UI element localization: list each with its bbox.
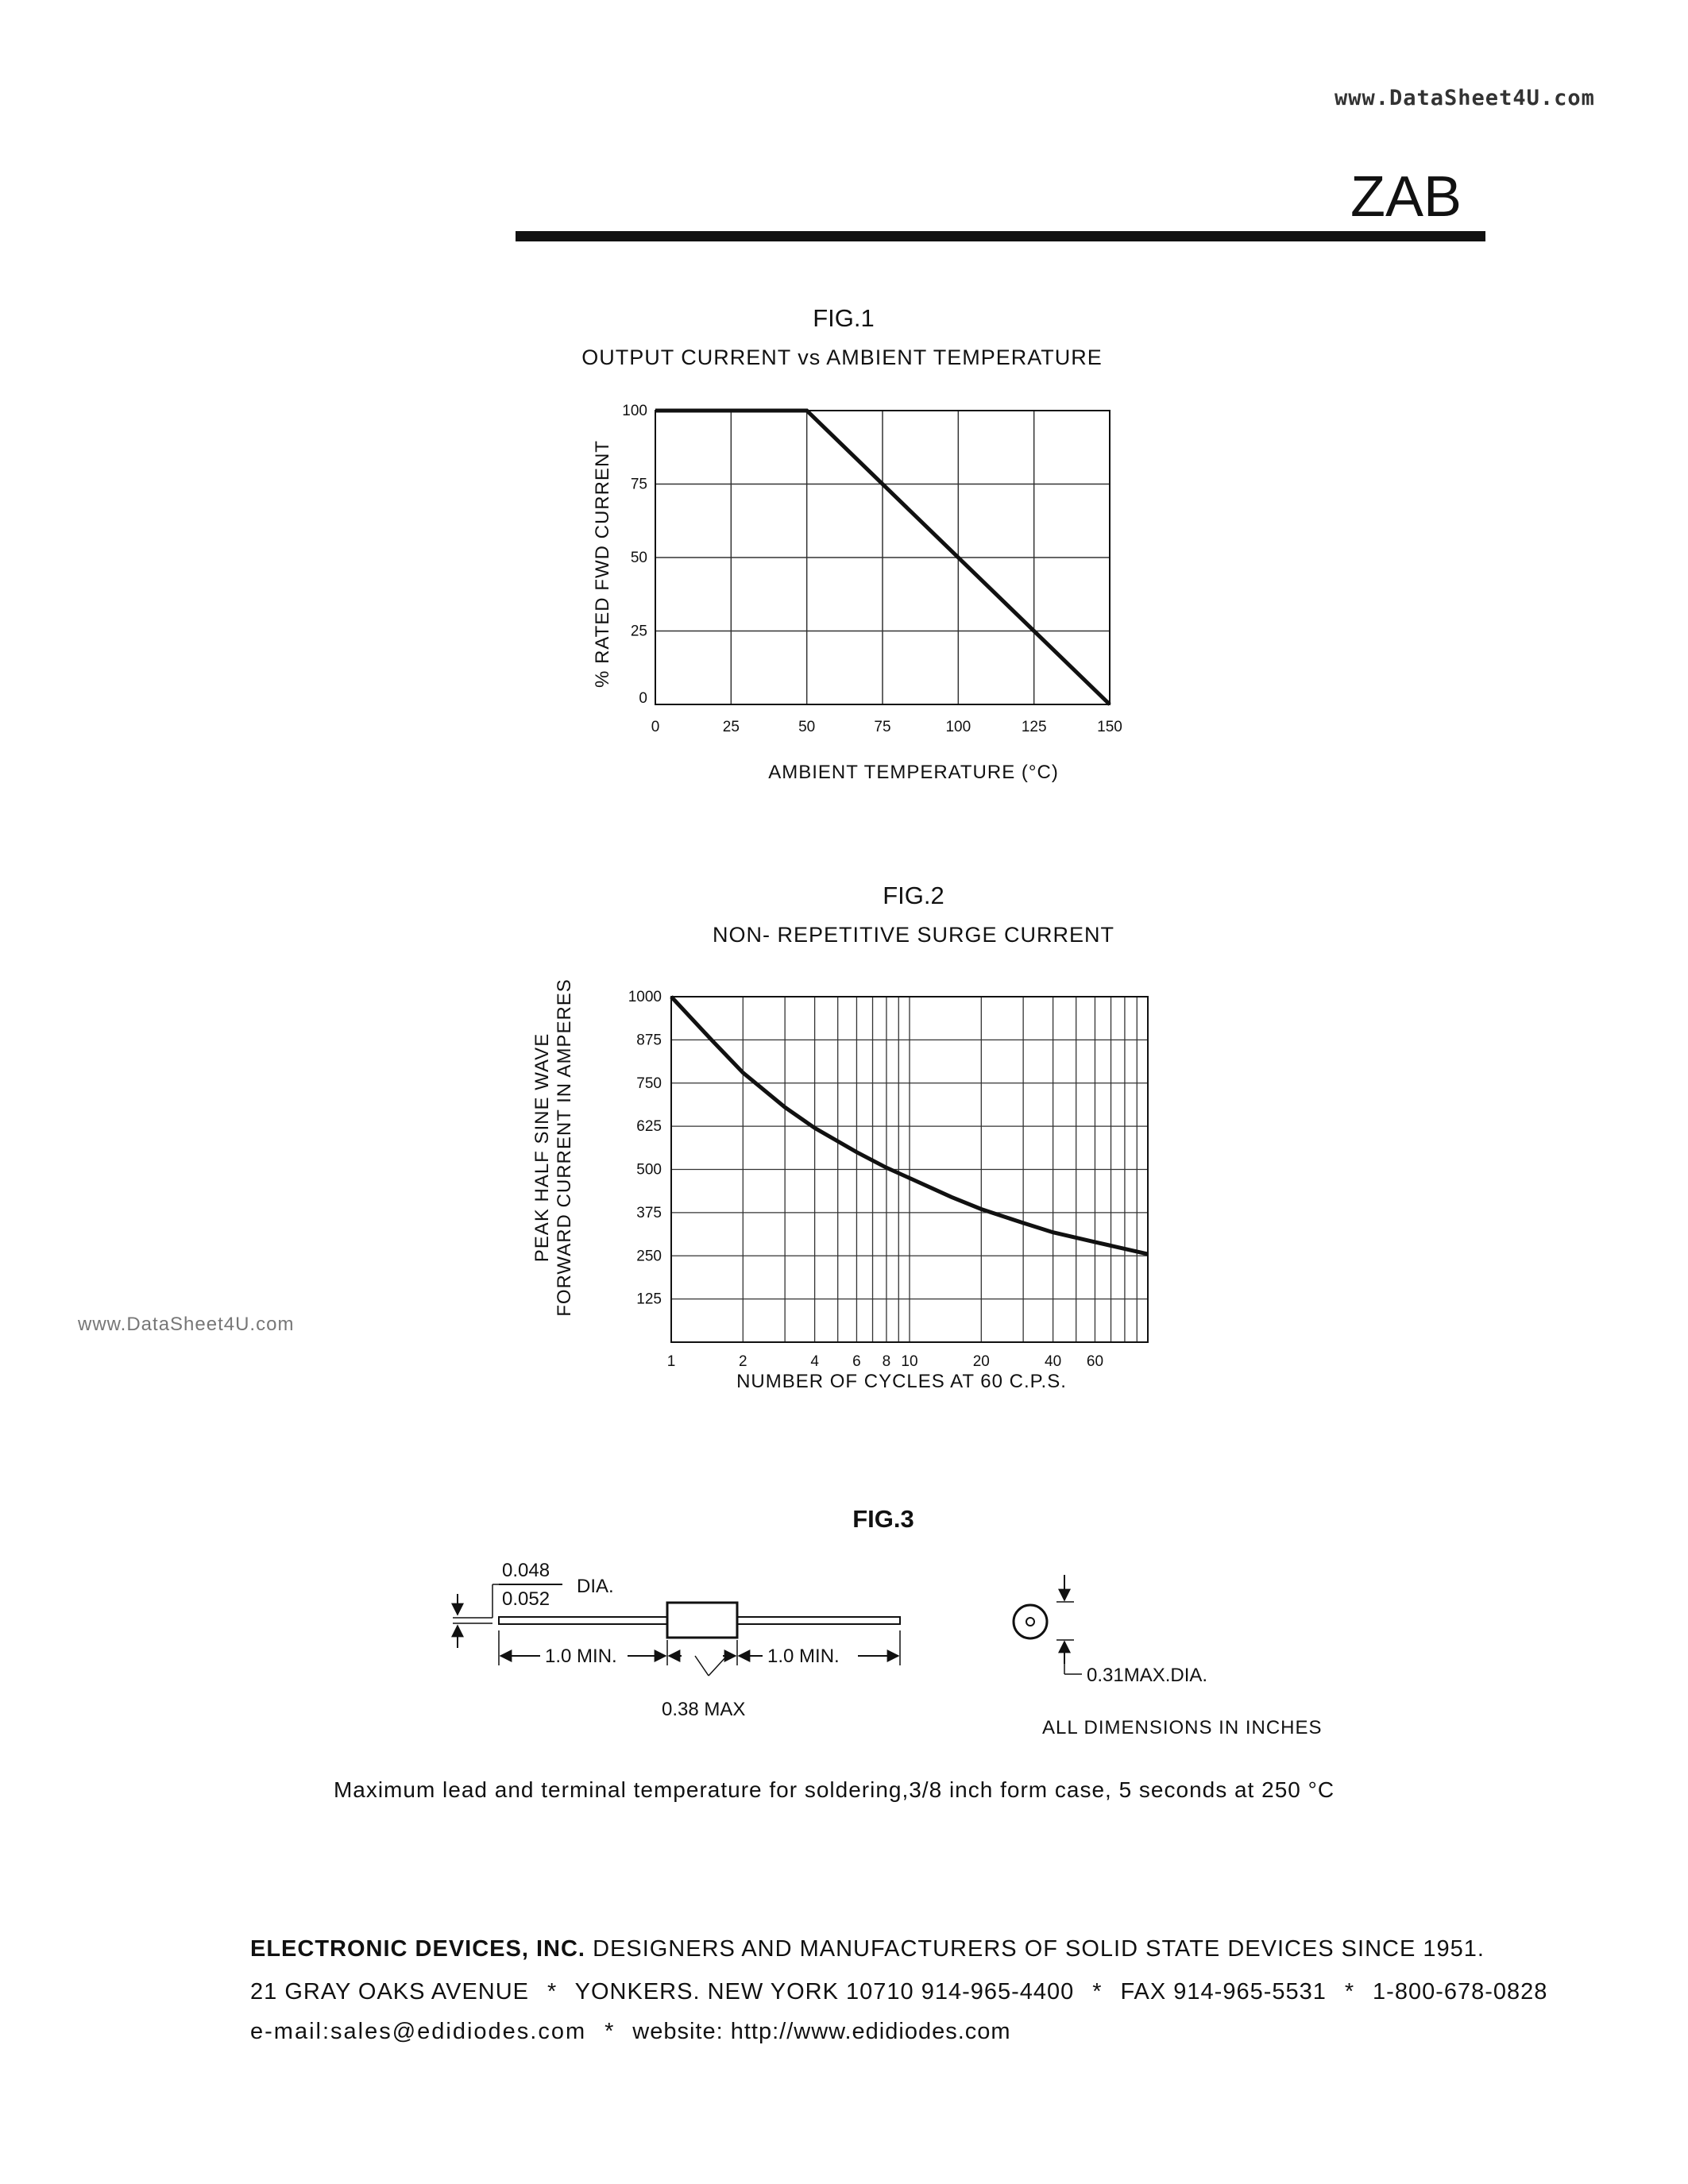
- city-phone: YONKERS. NEW YORK 10710 914-965-4400: [574, 1979, 1075, 2005]
- tollfree-number: 1-800-678-0828: [1373, 1979, 1548, 2005]
- fig2-y-tick-label: 375: [636, 1204, 662, 1221]
- lead-length-right: 1.0 MIN.: [767, 1646, 840, 1667]
- fig1-x-tick-label: 100: [945, 719, 971, 735]
- fig2-y-tick-label: 500: [636, 1161, 662, 1179]
- fig2-tick-labels: [628, 989, 1103, 1370]
- fig2-x-tick-label: 8: [882, 1353, 891, 1370]
- company-tagline: DESIGNERS AND MANUFACTURERS OF SOLID STATE DEVICES SINCE 1951.: [593, 1936, 1485, 1962]
- fig1-tick-labels: [622, 403, 1122, 735]
- email-link[interactable]: e-mail:sales@edidiodes.com: [250, 2019, 587, 2044]
- fig2-y-tick-label: 250: [636, 1248, 662, 1265]
- fig1-y-axis-title: % RATED FWD CURRENT: [592, 440, 613, 688]
- fig2-y-tick-label: 750: [636, 1075, 662, 1092]
- end-diameter: 0.31MAX.DIA.: [1087, 1665, 1208, 1686]
- fig1-x-axis-title: AMBIENT TEMPERATURE (°C): [768, 762, 1059, 783]
- fig2-x-axis-title: NUMBER OF CYCLES AT 60 C.P.S.: [736, 1371, 1067, 1392]
- separator: *: [1344, 1979, 1355, 2005]
- fig1-subtitle: OUTPUT CURRENT vs AMBIENT TEMPERATURE: [581, 345, 1103, 369]
- lead-dia-min: 0.048: [502, 1560, 550, 1581]
- fax-number: FAX 914-965-5531: [1120, 1979, 1327, 2005]
- fig2-label: FIG.2: [883, 882, 944, 909]
- fig2-x-tick-label: 20: [972, 1353, 990, 1370]
- diode-body: [667, 1603, 737, 1638]
- fig2-y-axis-title-line2: FORWARD CURRENT IN AMPERES: [554, 978, 575, 1317]
- separator: *: [1092, 1979, 1103, 2005]
- fig1-y-tick-label: 100: [622, 403, 647, 419]
- company-name: ELECTRONIC DEVICES, INC.: [250, 1936, 585, 1962]
- fig1-grid: [655, 411, 1110, 704]
- fig2-y-tick-label: 1000: [628, 989, 662, 1005]
- fig2-x-tick-label: 2: [739, 1353, 747, 1370]
- fig2-x-tick-label: 4: [810, 1353, 819, 1370]
- fig3-dimension-drawing: [429, 1545, 1382, 1751]
- fig2-y-tick-label: 875: [636, 1032, 662, 1049]
- footer-contact-line: [250, 2019, 1011, 2045]
- separator: *: [547, 1979, 558, 2005]
- fig1-y-tick-label: 75: [630, 476, 647, 493]
- footer-company-line: [250, 1936, 1485, 1962]
- fig1-y-tick-label: 25: [630, 623, 647, 640]
- fig1-y-tick-label: 50: [630, 550, 647, 566]
- fig2-x-tick-label: 1: [666, 1353, 676, 1370]
- fig1-label: FIG.1: [813, 304, 875, 332]
- lead-length-left: 1.0 MIN.: [545, 1646, 617, 1667]
- dia-suffix: DIA.: [577, 1576, 614, 1597]
- fig2-y-tick-label: 625: [636, 1118, 662, 1136]
- fig1-x-tick-label: 150: [1097, 719, 1122, 735]
- body-length: 0.38 MAX: [662, 1699, 746, 1720]
- fig3-label: FIG.3: [852, 1505, 914, 1533]
- watermark-top: www.DataSheet4U.com: [1335, 86, 1595, 110]
- fig1-x-tick-label: 125: [1021, 719, 1047, 735]
- end-view-circle: [1014, 1605, 1047, 1638]
- title-rule: [516, 231, 1485, 241]
- fig1-x-tick-label: 50: [798, 719, 816, 735]
- units-note: ALL DIMENSIONS IN INCHES: [1042, 1717, 1323, 1738]
- website-link[interactable]: website: http://www.edidiodes.com: [632, 2019, 1011, 2044]
- soldering-note: Maximum lead and terminal temperature for soldering,3/8 inch form case, 5 seconds at 250 °C: [333, 1777, 1335, 1802]
- fig2-x-tick-label: 40: [1045, 1353, 1062, 1370]
- fig2-chart: [524, 965, 1160, 1410]
- footer-address-line: [250, 1979, 1547, 2005]
- fig1-chart: [556, 389, 1128, 794]
- fig1-y-tick-label: 0: [639, 690, 647, 707]
- fig1-x-tick-label: 75: [874, 719, 891, 735]
- fig2-x-tick-label: 10: [901, 1353, 918, 1370]
- part-number-title: ZAB: [1350, 165, 1462, 229]
- fig2-y-tick-label: 125: [636, 1291, 662, 1308]
- fig2-grid: [671, 997, 1148, 1342]
- fig1-x-tick-label: 0: [651, 719, 660, 735]
- separator: *: [605, 2019, 615, 2044]
- fig1-x-tick-label: 25: [722, 719, 740, 735]
- fig2-subtitle: NON- REPETITIVE SURGE CURRENT: [712, 923, 1115, 947]
- watermark-left: www.DataSheet4U.com: [78, 1314, 295, 1335]
- fig2-y-axis-title-line1: PEAK HALF SINE WAVE: [531, 1032, 553, 1263]
- fig2-x-tick-label: 6: [852, 1353, 861, 1370]
- lead-dia-max: 0.052: [502, 1588, 550, 1610]
- fig2-x-tick-label: 60: [1086, 1353, 1104, 1370]
- street-address: 21 GRAY OAKS AVENUE: [250, 1979, 530, 2005]
